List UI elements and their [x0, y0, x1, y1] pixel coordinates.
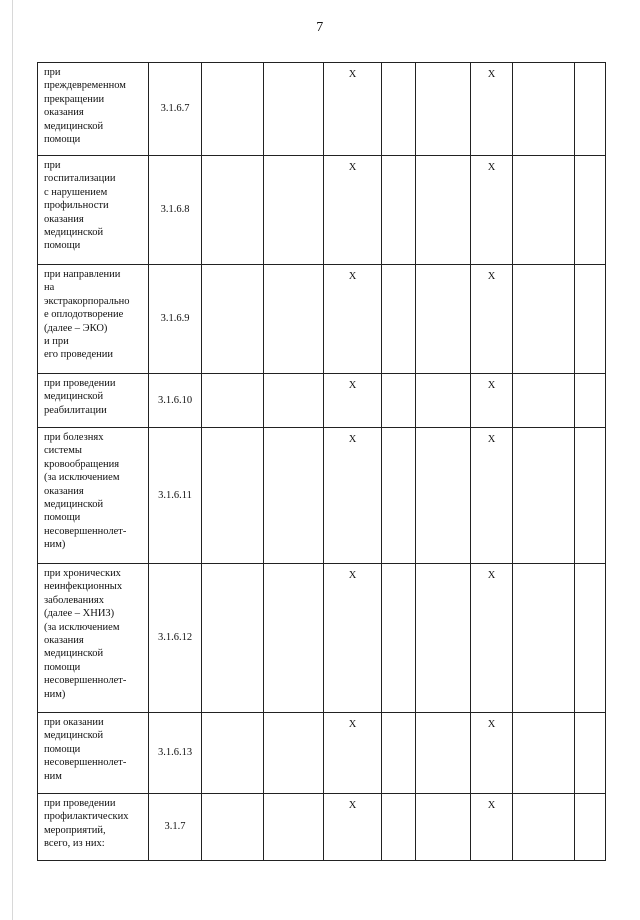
empty-cell — [513, 265, 575, 374]
scan-edge-line — [12, 0, 13, 920]
table-row — [38, 428, 606, 564]
row-code: 3.1.6.8 — [149, 156, 202, 265]
empty-cell — [416, 713, 471, 794]
x-mark-cell: X — [324, 265, 382, 374]
x-mark-cell: X — [471, 428, 513, 564]
empty-cell — [264, 156, 324, 265]
x-mark-cell: X — [324, 374, 382, 428]
empty-cell — [264, 63, 324, 156]
table-row — [38, 265, 606, 374]
empty-cell — [382, 713, 416, 794]
empty-cell — [575, 713, 606, 794]
empty-cell — [416, 156, 471, 265]
table-row — [38, 713, 606, 794]
empty-cell — [513, 374, 575, 428]
row-code: 3.1.6.9 — [149, 265, 202, 374]
row-label: при госпитализации с нарушением профильности оказания медицинской помощи — [38, 156, 149, 265]
table-row — [38, 794, 606, 861]
row-label: при проведении профилактических мероприятий, всего, из них: — [38, 794, 149, 861]
row-code: 3.1.6.12 — [149, 564, 202, 713]
empty-cell — [416, 265, 471, 374]
row-code: 3.1.6.13 — [149, 713, 202, 794]
empty-cell — [416, 374, 471, 428]
table-row — [38, 564, 606, 713]
empty-cell — [416, 794, 471, 861]
empty-cell — [513, 713, 575, 794]
empty-cell — [575, 374, 606, 428]
empty-cell — [264, 564, 324, 713]
empty-cell — [575, 428, 606, 564]
empty-cell — [575, 63, 606, 156]
x-mark-cell: X — [471, 564, 513, 713]
empty-cell — [202, 265, 264, 374]
x-mark-cell: X — [471, 374, 513, 428]
row-label: при хронических неинфекционных заболеваниях (далее – ХНИЗ) (за исключением оказания медицинской помощи несовершеннолет- ним) — [38, 564, 149, 713]
empty-cell — [575, 794, 606, 861]
table-row — [38, 374, 606, 428]
row-code: 3.1.6.7 — [149, 63, 202, 156]
x-mark-cell: X — [471, 713, 513, 794]
empty-cell — [202, 428, 264, 564]
empty-cell — [575, 156, 606, 265]
empty-cell — [202, 63, 264, 156]
empty-cell — [416, 428, 471, 564]
empty-cell — [264, 713, 324, 794]
empty-cell — [202, 713, 264, 794]
empty-cell — [382, 63, 416, 156]
row-code: 3.1.6.11 — [149, 428, 202, 564]
empty-cell — [575, 265, 606, 374]
empty-cell — [382, 156, 416, 265]
row-label: при болезнях системы кровообращения (за исключением оказания медицинской помощи несовершеннолет- ним) — [38, 428, 149, 564]
empty-cell — [202, 156, 264, 265]
row-code: 3.1.6.10 — [149, 374, 202, 428]
empty-cell — [202, 794, 264, 861]
data-table — [37, 62, 606, 861]
row-label: при оказании медицинской помощи несовершеннолет- ним — [38, 713, 149, 794]
empty-cell — [382, 794, 416, 861]
x-mark-cell: X — [324, 713, 382, 794]
empty-cell — [202, 564, 264, 713]
empty-cell — [382, 374, 416, 428]
row-label: при проведении медицинской реабилитации — [38, 374, 149, 428]
empty-cell — [513, 63, 575, 156]
empty-cell — [264, 428, 324, 564]
empty-cell — [575, 564, 606, 713]
empty-cell — [382, 265, 416, 374]
empty-cell — [416, 564, 471, 713]
empty-cell — [382, 428, 416, 564]
table-row — [38, 63, 606, 156]
x-mark-cell: X — [324, 428, 382, 564]
empty-cell — [513, 564, 575, 713]
page-number: 7 — [316, 20, 324, 35]
row-code: 3.1.7 — [149, 794, 202, 861]
x-mark-cell: X — [471, 156, 513, 265]
x-mark-cell: X — [324, 63, 382, 156]
empty-cell — [513, 794, 575, 861]
x-mark-cell: X — [471, 265, 513, 374]
row-label: при направлении на экстракорпорально е оплодотворение (далее – ЭКО) и при его проведении — [38, 265, 149, 374]
row-label: при преждевременном прекращении оказания медицинской помощи — [38, 63, 149, 156]
x-mark-cell: X — [324, 564, 382, 713]
empty-cell — [264, 794, 324, 861]
empty-cell — [382, 564, 416, 713]
empty-cell — [513, 428, 575, 564]
empty-cell — [202, 374, 264, 428]
x-mark-cell: X — [471, 794, 513, 861]
empty-cell — [264, 265, 324, 374]
table-row — [38, 156, 606, 265]
empty-cell — [416, 63, 471, 156]
table-body — [38, 63, 606, 861]
empty-cell — [264, 374, 324, 428]
empty-cell — [513, 156, 575, 265]
x-mark-cell: X — [471, 63, 513, 156]
x-mark-cell: X — [324, 794, 382, 861]
x-mark-cell: X — [324, 156, 382, 265]
